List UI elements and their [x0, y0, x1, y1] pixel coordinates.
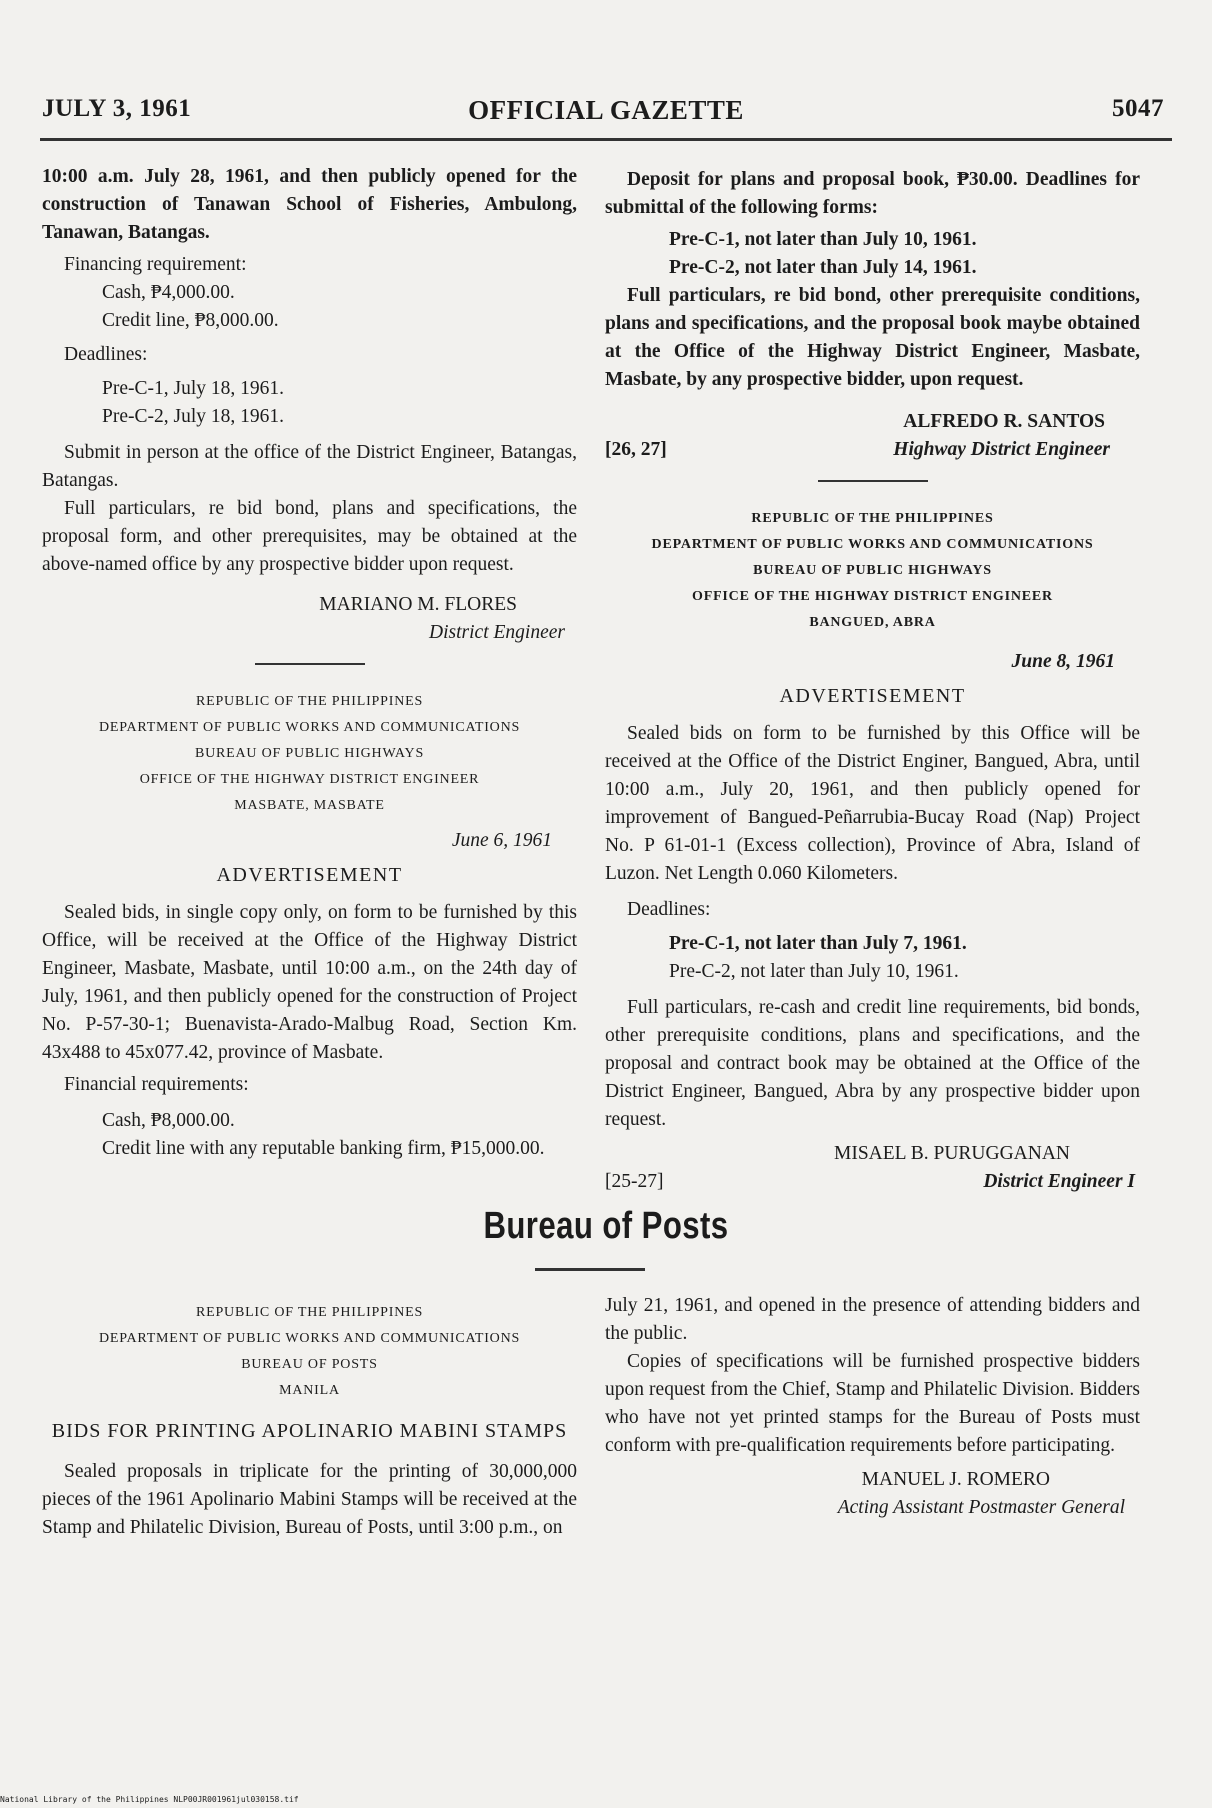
letterhead-line: REPUBLIC OF THE PHILIPPINES [195, 694, 424, 709]
posts-body-left: Sealed proposals in triplicate for the printing of 30,000,000 pieces of the 1961 Apolinario Mabini Stamps will be received at the Stamp and Philatelic Division, Bureau of Posts, until 3:00 p.m., on [42, 1461, 577, 1538]
ad-date: June 8, 1961 [1011, 651, 1115, 672]
divider [818, 480, 928, 482]
ad-body: Sealed bids, in single copy only, on form to be furnished by this Office, will be received at the Office of the Highway District Engineer, Masbate, Masbate, until 10:00 a.m., on the 24th day of July, 1961, and then publicly opened for the construction of Project No. P-57-30-1; Buenavista-Arado-Malbug Road, Section Km. 43x488 to 45x077.42, province of Masbate. [42, 902, 577, 1063]
signature-name: MANUEL J. ROMERO [861, 1469, 1050, 1490]
ad-title: ADVERTISEMENT [779, 685, 966, 707]
footer-source: National Library of the Philippines NLP00JR001961jul030158.tif [0, 1795, 299, 1804]
letterhead-line: MANILA [279, 1383, 340, 1398]
deposit-text: Deposit for plans and proposal book, ₱30.00. Deadlines for submittal of the following forms: [605, 169, 1140, 218]
letterhead-line: REPUBLIC OF THE PHILIPPINES [195, 1305, 424, 1320]
deadline-pre1: Pre-C-1, not later than July 10, 1961. [669, 229, 977, 250]
financial-credit: Credit line with any reputable banking firm, ₱15,000.00. [102, 1138, 545, 1159]
masbate-letterhead [42, 689, 577, 819]
signature-title: Highway District Engineer [893, 439, 1110, 460]
full-particulars: Full particulars, re-cash and credit line requirements, bid bonds, other prerequisite conditions, plans and specifications, and the proposal and contract book may be obtained at the Office of the District Engineer, Bangued, Abra by any prospective bidder upon request. [605, 997, 1140, 1130]
abra-letterhead [605, 506, 1140, 636]
deadline-pre2: Pre-C-2, not later than July 14, 1961. [669, 257, 977, 278]
deadline-pre1: Pre-C-1, not later than July 7, 1961. [669, 933, 967, 954]
ad-title: ADVERTISEMENT [216, 864, 403, 886]
posts-letterhead [42, 1300, 577, 1404]
ad-body: Sealed bids on form to be furnished by this Office will be received at the Office of the District Enginer, Bangued, Abra, until 10:00 a.m., July 20, 1961, and then publicly opened for improvement of Bangued-Peñarrubia-Bucay Road (Nap) Project No. P 61-01-1 (Excess collection), Province of Abra, Island of Luzon. Net Length 0.060 Kilometers. [605, 723, 1140, 884]
section-rule [535, 1268, 645, 1271]
signature-row [605, 436, 1140, 464]
full-particulars: Full particulars, re bid bond, plans and specifications, the proposal form, and other prerequisites, may be obtained at the above-named office by any prospective bidder upon request. [42, 498, 577, 575]
deadline-pre2: Pre-C-2, not later than July 10, 1961. [669, 961, 959, 982]
letterhead-line: DEPARTMENT OF PUBLIC WORKS AND COMMUNICATIONS [651, 537, 1094, 552]
deadlines-label: Deadlines: [64, 344, 148, 365]
signature-name: MISAEL B. PURUGGANAN [834, 1143, 1070, 1164]
deadline-pre2: Pre-C-2, July 18, 1961. [102, 406, 284, 427]
signature-title: District Engineer [429, 622, 565, 643]
financial-label: Financial requirements: [64, 1074, 249, 1095]
financial-cash: Cash, ₱8,000.00. [102, 1110, 235, 1131]
letterhead-line: MASBATE, MASBATE [234, 798, 385, 813]
financing-label: Financing requirement: [64, 254, 247, 275]
financing-cash: Cash, ₱4,000.00. [102, 282, 235, 303]
signature-name: MARIANO M. FLORES [319, 594, 517, 615]
letterhead-line: DEPARTMENT OF PUBLIC WORKS AND COMMUNICATIONS [98, 1331, 521, 1346]
deadlines-label: Deadlines: [627, 899, 711, 920]
letterhead-line: REPUBLIC OF THE PHILIPPINES [751, 511, 994, 526]
letterhead-line: BUREAU OF PUBLIC HIGHWAYS [753, 563, 992, 578]
full-particulars: Full particulars, re bid bond, other prerequisite conditions, plans and specifications, and the proposal book maybe obtained at the Office of the Highway District Engineer, Masbate, Masbate, by any prospective bidder, upon request. [605, 285, 1140, 390]
posts-title: BIDS FOR PRINTING APOLINARIO MABINI STAMPS [51, 1420, 568, 1442]
left-column [42, 163, 577, 1163]
page-title: OFFICIAL GAZETTE [468, 95, 744, 125]
divider [255, 663, 365, 665]
header-date: JULY 3, 1961 [42, 95, 192, 122]
submit-text: Submit in person at the office of the District Engineer, Batangas, Batangas. [42, 442, 577, 491]
letterhead-line: OFFICE OF THE HIGHWAY DISTRICT ENGINEER [139, 772, 480, 787]
header-rule [40, 138, 1172, 141]
posts-body-right2: Copies of specifications will be furnished prospective bidders upon request from the Chief, Stamp and Philatelic Division. Bidders who have not yet printed stamps for the Bureau of Posts must conform with pre-qualification requirements before participating. [605, 1351, 1140, 1456]
tanawan-intro: 10:00 a.m. July 28, 1961, and then publicly opened for the construction of Tanawan School of Fisheries, Ambulong, Tanawan, Batangas. [42, 166, 577, 243]
signature-title: Acting Assistant Postmaster General [837, 1497, 1125, 1518]
letterhead-line: OFFICE OF THE HIGHWAY DISTRICT ENGINEER [692, 589, 1053, 604]
letterhead-line: BUREAU OF POSTS [241, 1357, 378, 1372]
signature-title: District Engineer I [983, 1171, 1135, 1192]
signature-ref: [26, 27] [605, 439, 667, 460]
letterhead-line: BANGUED, ABRA [809, 615, 936, 630]
letterhead-line: DEPARTMENT OF PUBLIC WORKS AND COMMUNICATIONS [98, 720, 521, 735]
signature-ref: [25-27] [605, 1171, 664, 1192]
financing-credit: Credit line, ₱8,000.00. [102, 310, 279, 331]
posts-right-column [605, 1292, 1140, 1522]
right-column [605, 166, 1140, 1196]
signature-name: ALFREDO R. SANTOS [903, 411, 1105, 432]
posts-body-right1: July 21, 1961, and opened in the presence of attending bidders and the public. [605, 1295, 1140, 1344]
signature-row [605, 1168, 1140, 1196]
page-number: 5047 [1112, 95, 1164, 122]
ad-date: June 6, 1961 [451, 830, 552, 851]
letterhead-line: BUREAU OF PUBLIC HIGHWAYS [194, 746, 425, 761]
deadline-pre1: Pre-C-1, July 18, 1961. [102, 378, 284, 399]
posts-left-column [42, 1300, 577, 1542]
section-title: Bureau of Posts [483, 1205, 729, 1247]
